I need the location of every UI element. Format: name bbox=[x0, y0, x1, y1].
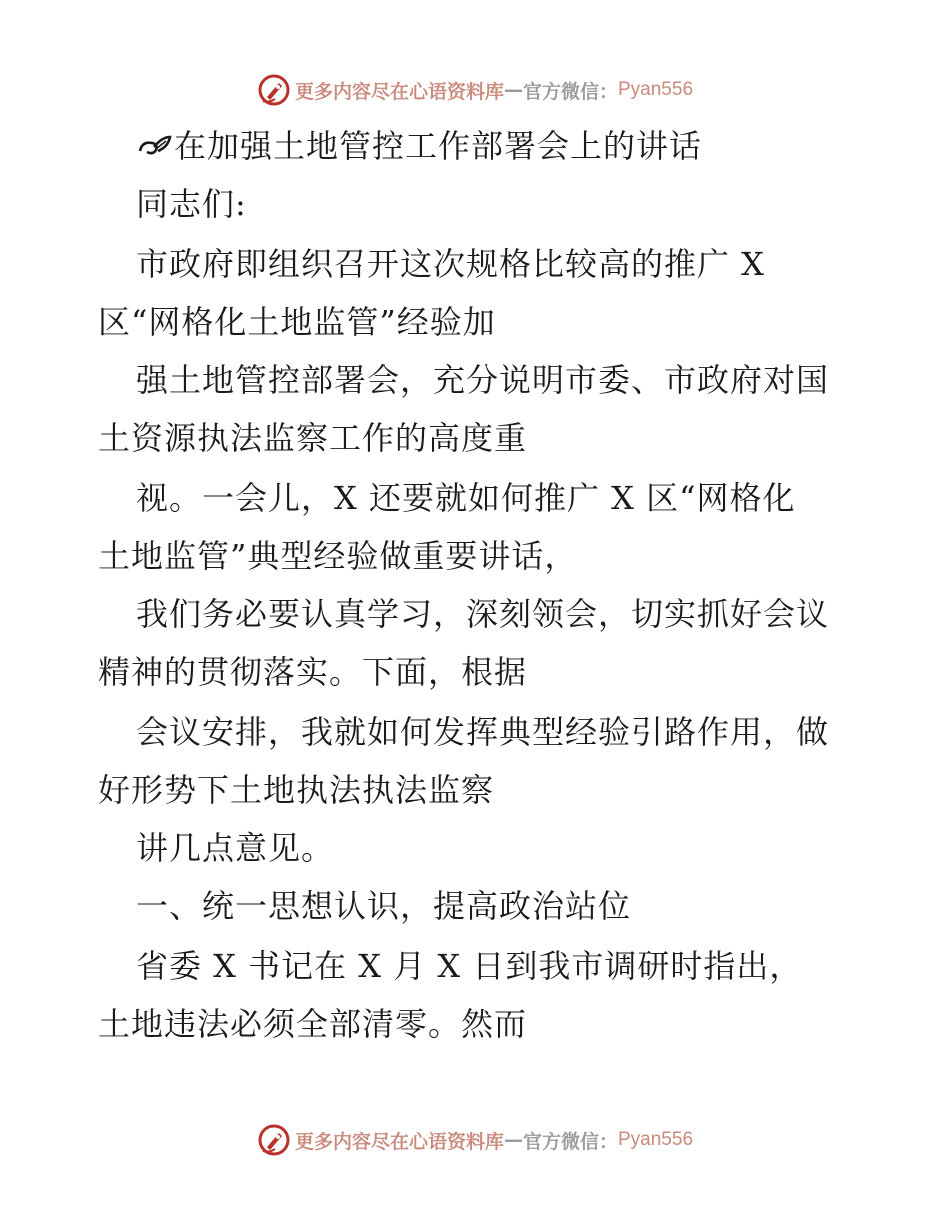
body-line: 好形势下土地执法执法监察 bbox=[98, 771, 495, 809]
pen-nib-logo-icon bbox=[257, 1123, 291, 1157]
watermark-wechat-id: Pyan556 bbox=[618, 1129, 694, 1150]
body-line: 区“网格化土地监管”经验加 bbox=[98, 303, 496, 341]
footer-watermark bbox=[0, 1120, 950, 1160]
body-line: 视。一会儿，X 还要就如何推广 X 区“网格化 bbox=[136, 479, 796, 517]
body-line: 同志们: bbox=[136, 185, 247, 223]
header-watermark bbox=[0, 70, 950, 110]
watermark-wechat-id: Pyan556 bbox=[618, 79, 694, 100]
body-line: 省委 X 书记在 X 月 X 日到我市调研时指出， bbox=[136, 947, 803, 985]
body-line: 讲几点意见。 bbox=[136, 829, 335, 867]
watermark-official: 官方微信： bbox=[522, 80, 618, 103]
body-line: 会议安排，我就如何发挥典型经验引路作用，做 bbox=[136, 713, 830, 751]
section-heading: 一、统一思想认识，提高政治站位 bbox=[136, 887, 632, 925]
body-line: 市政府即组织召开这次规格比较高的推广 X bbox=[136, 245, 765, 283]
watermark-separator: — bbox=[503, 1129, 523, 1151]
document-title-row bbox=[136, 126, 702, 166]
body-line: 我们务必要认真学习，深刻领会，切实抓好会议 bbox=[136, 595, 830, 633]
body-line: 强土地管控部署会，充分说明市委、市政府对国 bbox=[136, 361, 830, 399]
watermark-brand: 更多内容尽在心语资料库 bbox=[294, 1130, 504, 1153]
watermark-official: 官方微信： bbox=[522, 1130, 618, 1153]
document-title: 在加强土地管控工作部署会上的讲话 bbox=[174, 127, 703, 165]
body-line: 土资源执法监察工作的高度重 bbox=[98, 419, 528, 457]
watermark-separator: — bbox=[503, 79, 523, 101]
pen-nib-logo-icon bbox=[257, 73, 291, 107]
watermark-brand: 更多内容尽在心语资料库 bbox=[294, 80, 504, 103]
body-line: 土地监管”典型经验做重要讲话， bbox=[98, 537, 578, 575]
leaf-ornament-icon bbox=[136, 129, 174, 163]
body-line: 精神的贯彻落实。下面，根据 bbox=[98, 653, 528, 691]
body-line: 土地违法必须全部清零。然而 bbox=[98, 1005, 528, 1043]
